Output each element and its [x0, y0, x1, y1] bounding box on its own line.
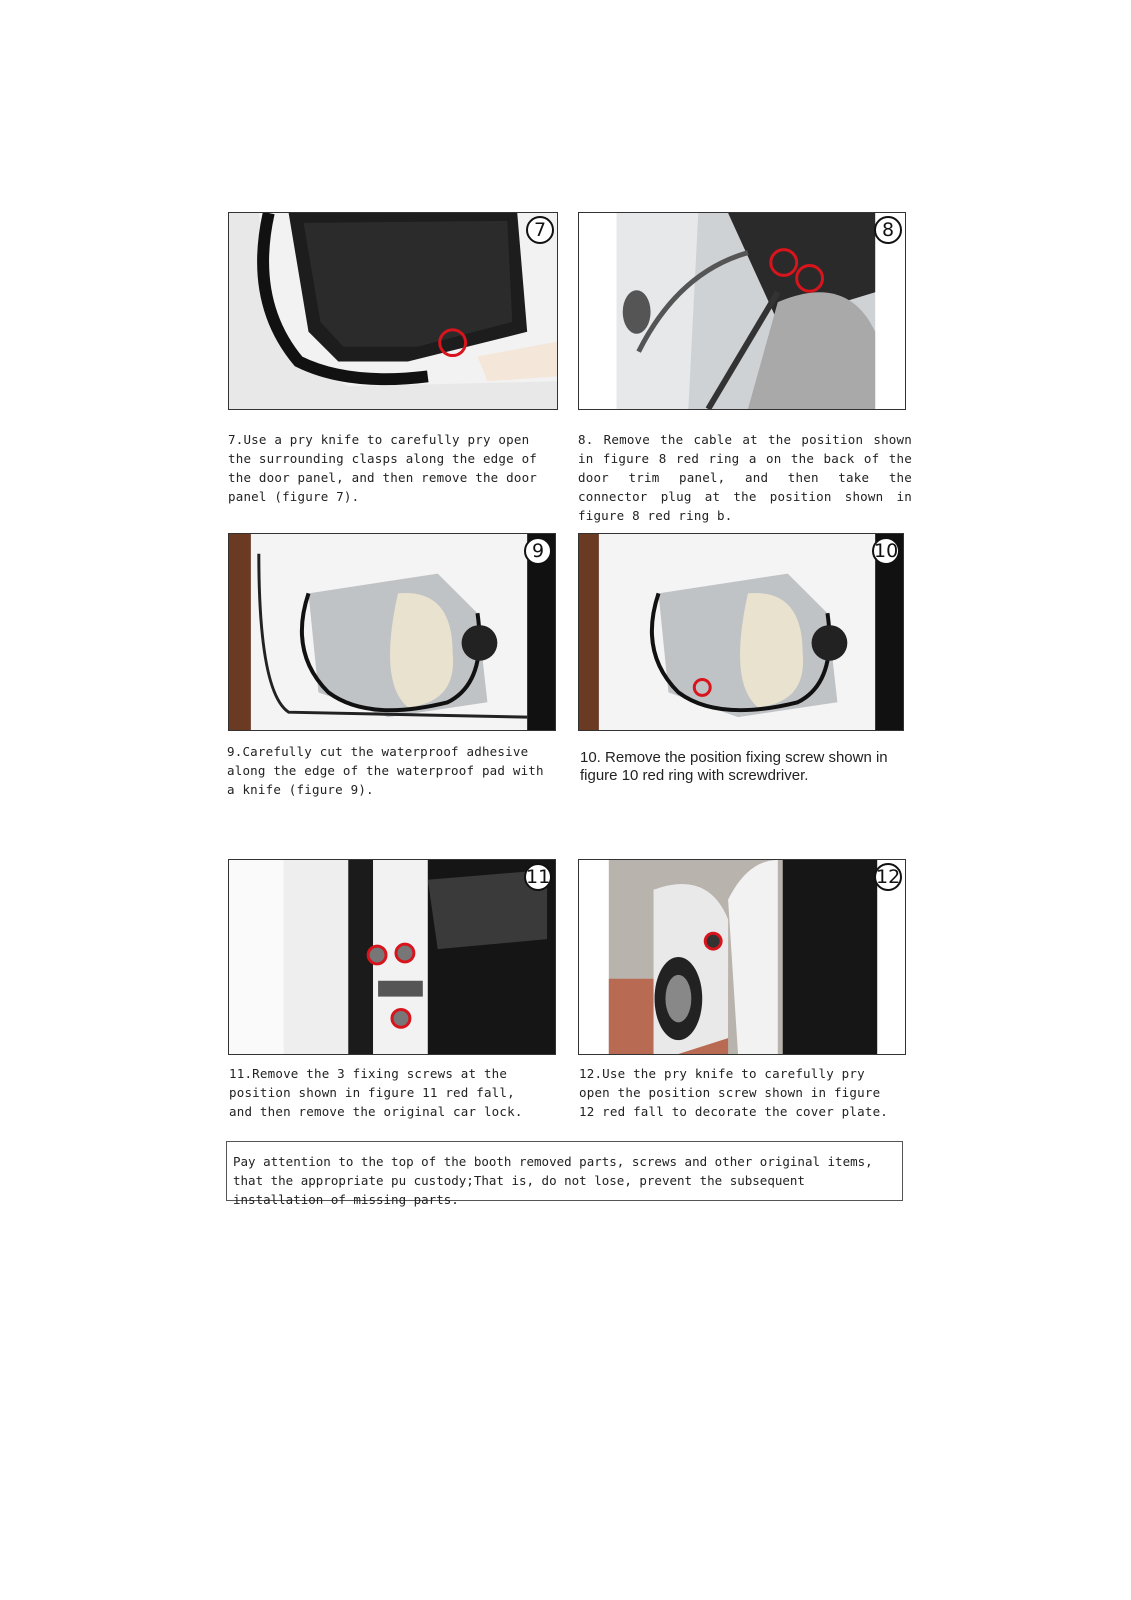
trim-panel-back-photo	[579, 213, 905, 409]
notice-box: Pay attention to the top of the booth removed parts, screws and other original items, that the appropriate pu custody;That is, do not lose, prevent the subsequent installation of missing parts.	[226, 1141, 903, 1201]
figure-10-caption: 10. Remove the position fixing screw shown in figure 10 red ring with screwdriver.	[580, 749, 888, 784]
door-cover-plate-photo	[579, 860, 905, 1054]
highlight-ring	[392, 1009, 410, 1027]
door-inner-screw-photo	[579, 534, 903, 730]
highlight-ring	[396, 944, 414, 962]
figure-7-caption: 7.Use a pry knife to carefully pry open the surrounding clasps along the edge of the door panel, and then remove the door panel (figure 7).	[228, 432, 538, 504]
figure-9-photo	[228, 533, 556, 731]
door-inner-photo	[229, 534, 555, 730]
figure-8-caption: 8. Remove the cable at the position shown in figure 8 red ring a on the back of the door trim panel, and then take the connector plug at the position shown in figure 8 red ring b.	[578, 432, 912, 523]
highlight-ring	[705, 933, 721, 949]
figure-number-badge: 11	[524, 863, 552, 891]
figure-number-badge: 12	[874, 863, 902, 891]
door-lock-photo	[229, 860, 555, 1054]
figure-10-photo	[578, 533, 904, 731]
highlight-ring	[368, 946, 386, 964]
figure-number-badge: 8	[874, 216, 902, 244]
figure-12-photo	[578, 859, 906, 1055]
figure-11-caption: 11.Remove the 3 fixing screws at the position shown in figure 11 red fall, and then remove the original car lock.	[229, 1066, 523, 1119]
figure-number-badge: 9	[524, 537, 552, 565]
figure-number-badge: 10	[872, 537, 900, 565]
figure-9-caption: 9.Carefully cut the waterproof adhesive along the edge of the waterproof pad with a knife (figure 9).	[227, 744, 544, 797]
figure-number-badge: 7	[526, 216, 554, 244]
figure-7-photo	[228, 212, 558, 410]
door-panel-photo	[229, 213, 557, 409]
figure-12-caption: 12.Use the pry knife to carefully pry open the position screw shown in figure 12 red fall to decorate the cover plate.	[579, 1066, 889, 1119]
figure-11-photo	[228, 859, 556, 1055]
figure-8-photo	[578, 212, 906, 410]
